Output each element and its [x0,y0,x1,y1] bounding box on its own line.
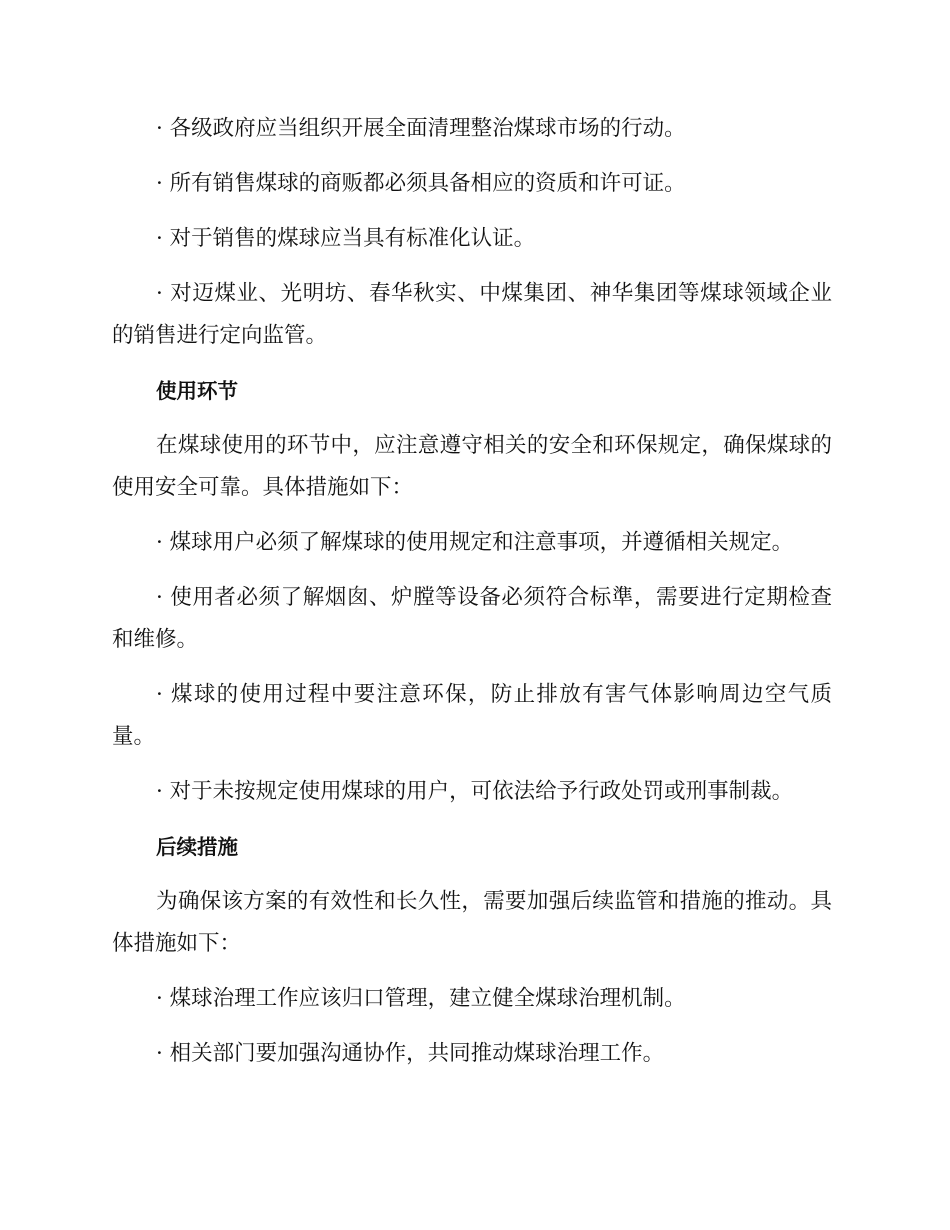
bullet-paragraph: · 对于未按规定使用煤球的用户，可依法给予行政处罚或刑事制裁。 [156,779,794,804]
bullet-paragraph: · 各级政府应当组织开展全面清理整治煤球市场的行动。 [156,116,686,141]
bullet-paragraph: · 所有销售煤球的商贩都必须具备相应的资质和许可证。 [156,171,686,196]
bullet-paragraph: · 对迈煤业、光明坊、春华秋实、中煤集团、神华集团等煤球领域企业的销售进行定向监管。 [112,281,832,348]
bullet-paragraph: · 相关部门要加强沟通协作，共同推动煤球治理工作。 [156,1041,665,1066]
section-heading-usage: 使用环节 [156,379,238,403]
section-heading-followup: 后续措施 [156,835,238,859]
document-body [112,108,832,1088]
bullet-paragraph: · 煤球治理工作应该归口管理，建立健全煤球治理机制。 [156,986,686,1011]
body-paragraph: 在煤球使用的环节中，应注意遵守相关的安全和环保规定，确保煤球的使用安全可靠。具体措施如下： [112,433,832,500]
body-paragraph: 为确保该方案的有效性和长久性，需要加强后续监管和措施的推动。具体措施如下： [112,889,832,956]
bullet-paragraph: · 煤球的使用过程中要注意环保，防止排放有害气体影响周边空气质量。 [112,682,832,749]
bullet-paragraph: · 对于销售的煤球应当具有标准化认证。 [156,226,536,251]
bullet-paragraph: · 使用者必须了解烟囱、炉膛等设备必须符合标準，需要进行定期检查和维修。 [112,585,832,652]
bullet-paragraph: · 煤球用户必须了解煤球的使用规定和注意事项，并遵循相关规定。 [156,530,794,555]
